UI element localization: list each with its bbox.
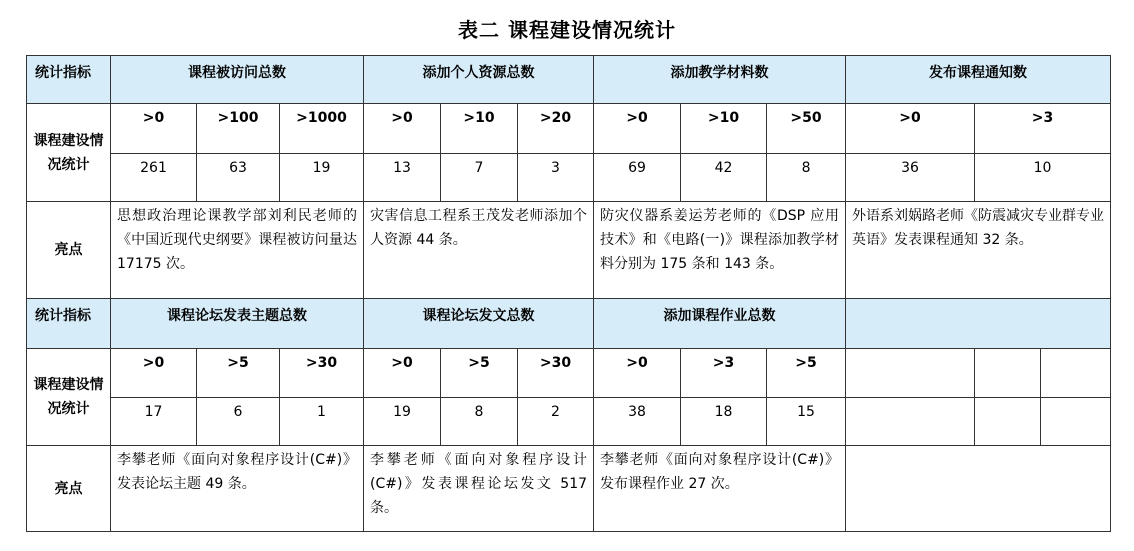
value-cell: 69 — [594, 154, 681, 202]
empty-cell — [975, 398, 1041, 446]
value-cell: 10 — [975, 154, 1111, 202]
group-header: 课程论坛发表主题总数 — [111, 299, 364, 349]
value-cell: 261 — [111, 154, 197, 202]
threshold-cell: >0 — [846, 104, 975, 154]
threshold-cell: >30 — [518, 349, 594, 398]
threshold-cell: >0 — [594, 104, 681, 154]
threshold-cell: >3 — [681, 349, 767, 398]
highlight-text: 李攀老师《面向对象程序设计(C#)》发布课程作业 27 次。 — [594, 446, 846, 532]
highlight-text: 思想政治理论课教学部刘利民老师的《中国近现代史纲要》课程被访问量达 17175 次。 — [111, 202, 364, 299]
value-cell: 2 — [518, 398, 594, 446]
group-header: 添加教学材料数 — [594, 56, 846, 104]
empty-header — [846, 299, 1111, 349]
threshold-cell: >1000 — [280, 104, 364, 154]
highlight-text: 防灾仪器系姜运芳老师的《DSP 应用技术》和《电路(一)》课程添加教学材料分别为 175 条和 143 条。 — [594, 202, 846, 299]
course-statistics-table — [26, 55, 1111, 532]
value-cell: 1 — [280, 398, 364, 446]
threshold-cell: >0 — [111, 104, 197, 154]
group-header: 课程被访问总数 — [111, 56, 364, 104]
group-header: 发布课程通知数 — [846, 56, 1111, 104]
threshold-cell: >0 — [111, 349, 197, 398]
group-header: 课程论坛发文总数 — [364, 299, 594, 349]
value-cell: 8 — [767, 154, 846, 202]
threshold-cell: >5 — [197, 349, 280, 398]
threshold-cell: >10 — [681, 104, 767, 154]
threshold-cell: >10 — [441, 104, 518, 154]
empty-cell — [846, 446, 1111, 532]
value-cell: 42 — [681, 154, 767, 202]
threshold-cell: >30 — [280, 349, 364, 398]
threshold-cell: >20 — [518, 104, 594, 154]
group-header: 添加个人资源总数 — [364, 56, 594, 104]
threshold-cell: >100 — [197, 104, 280, 154]
stats-label-2: 课程建设情况统计 — [27, 349, 111, 446]
threshold-cell: >5 — [767, 349, 846, 398]
value-cell: 38 — [594, 398, 681, 446]
value-cell: 36 — [846, 154, 975, 202]
value-cell: 19 — [364, 398, 441, 446]
threshold-cell: >0 — [364, 349, 441, 398]
value-cell: 3 — [518, 154, 594, 202]
highlight-label-2: 亮点 — [27, 446, 111, 532]
group-header: 添加课程作业总数 — [594, 299, 846, 349]
highlight-text: 外语系刘娲路老师《防震减灾专业群专业英语》发表课程通知 32 条。 — [846, 202, 1111, 299]
indicator-label-1: 统计指标 — [27, 56, 111, 104]
value-cell: 7 — [441, 154, 518, 202]
threshold-cell: >0 — [364, 104, 441, 154]
threshold-cell: >50 — [767, 104, 846, 154]
stats-label-1: 课程建设情况统计 — [27, 104, 111, 202]
empty-cell — [1041, 349, 1111, 398]
value-cell: 18 — [681, 398, 767, 446]
highlight-text: 灾害信息工程系王茂发老师添加个人资源 44 条。 — [364, 202, 594, 299]
value-cell: 15 — [767, 398, 846, 446]
value-cell: 8 — [441, 398, 518, 446]
indicator-label-2: 统计指标 — [27, 299, 111, 349]
empty-cell — [846, 398, 975, 446]
value-cell: 19 — [280, 154, 364, 202]
threshold-cell: >5 — [441, 349, 518, 398]
threshold-cell: >0 — [594, 349, 681, 398]
empty-cell — [975, 349, 1041, 398]
empty-cell — [1041, 398, 1111, 446]
value-cell: 13 — [364, 154, 441, 202]
table-title: 表二 课程建设情况统计 — [458, 18, 676, 42]
threshold-cell: >3 — [975, 104, 1111, 154]
value-cell: 63 — [197, 154, 280, 202]
highlight-text: 李攀老师《面向对象程序设计(C#)》发表论坛主题 49 条。 — [111, 446, 364, 532]
highlight-label-1: 亮点 — [27, 202, 111, 299]
highlight-text: 李攀老师《面向对象程序设计(C#)》发表课程论坛发文 517 条。 — [364, 446, 594, 532]
value-cell: 6 — [197, 398, 280, 446]
empty-cell — [846, 349, 975, 398]
value-cell: 17 — [111, 398, 197, 446]
